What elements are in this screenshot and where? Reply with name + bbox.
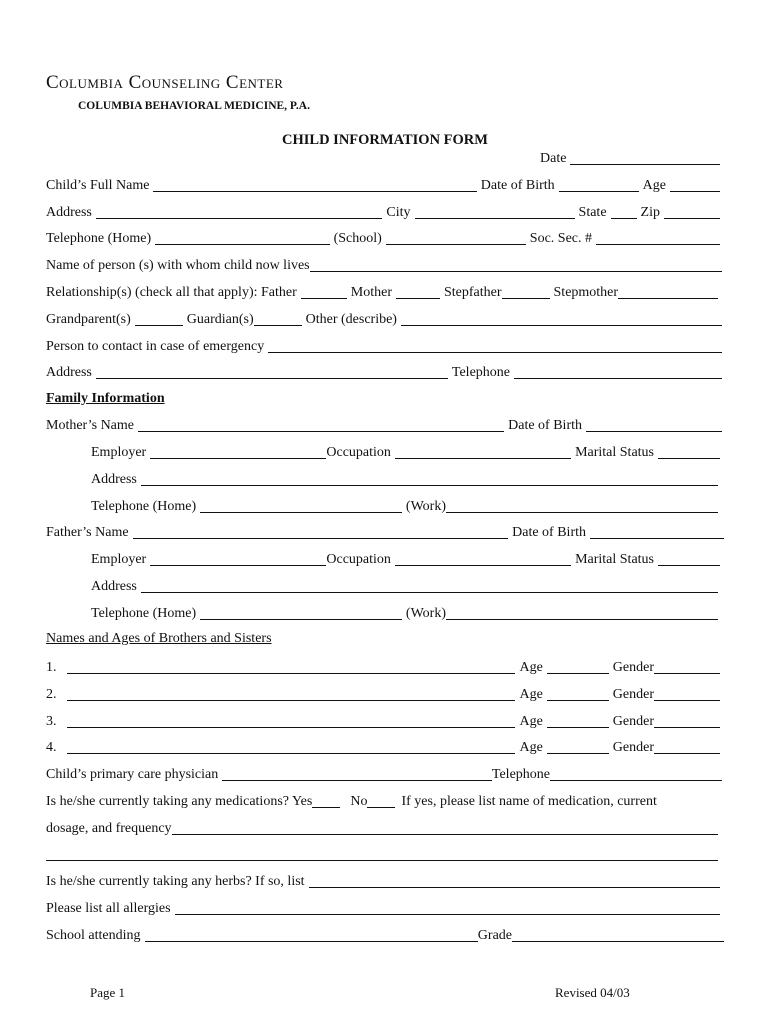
guardians-check-field[interactable]	[254, 311, 302, 326]
sibling-age-field[interactable]	[547, 713, 609, 728]
telephone-home-label: Telephone (Home)	[46, 231, 152, 246]
sibling-number: 2.	[46, 687, 57, 702]
medications-yes-field[interactable]	[312, 793, 340, 808]
sibling-gender-label: Gender	[612, 714, 654, 729]
physician-label: Child’s primary care physician	[46, 767, 219, 782]
sibling-row	[46, 684, 720, 704]
sibling-name-field[interactable]	[67, 659, 516, 674]
soc-sec-label: Soc. Sec. #	[529, 231, 592, 246]
sibling-gender-label: Gender	[612, 660, 654, 675]
allergies-row	[46, 898, 720, 918]
sibling-age-label: Age	[519, 714, 543, 729]
father-marital-status-label: Marital Status	[575, 552, 654, 567]
sibling-age-label: Age	[519, 740, 543, 755]
medications-no-label: No	[350, 794, 368, 809]
childs-full-name-label: Child’s Full Name	[46, 178, 150, 193]
grade-field[interactable]	[512, 927, 724, 942]
medications-list-label: If yes, please list name of medication, current	[401, 794, 657, 809]
mother-address-label: Address	[91, 472, 137, 487]
grade-label: Grade	[477, 928, 512, 943]
school-label: (School)	[333, 231, 382, 246]
state-label: State	[578, 205, 607, 220]
father-work-label: (Work)	[405, 606, 446, 621]
soc-sec-field[interactable]	[596, 230, 720, 245]
mother-address-row	[91, 469, 718, 489]
sibling-age-field[interactable]	[547, 739, 609, 754]
stepfather-label: Stepfather	[443, 285, 502, 300]
sibling-age-field[interactable]	[547, 686, 609, 701]
other-describe-label: Other (describe)	[305, 312, 397, 327]
school-phone-field[interactable]	[386, 230, 526, 245]
sibling-name-field[interactable]	[67, 686, 516, 701]
school-attending-field[interactable]	[145, 927, 478, 942]
date-label: Date	[540, 151, 567, 166]
sibling-number: 1.	[46, 660, 57, 675]
father-employer-field[interactable]	[150, 551, 326, 566]
date-field[interactable]	[570, 150, 720, 165]
mother-work-label: (Work)	[405, 499, 446, 514]
father-telephone-home-label: Telephone (Home)	[91, 606, 197, 621]
page-number: Page 1	[90, 985, 126, 1000]
city-field[interactable]	[415, 204, 575, 219]
stepmother-label: Stepmother	[553, 285, 619, 300]
dosage-row	[46, 818, 718, 838]
allergies-label: Please list all allergies	[46, 901, 171, 916]
father-work-field[interactable]	[446, 605, 718, 620]
fathers-name-row	[46, 522, 724, 542]
emergency-address-field[interactable]	[96, 364, 448, 379]
father-address-field[interactable]	[141, 578, 718, 593]
relationship-father-label: Relationship(s) (check all that apply): Father	[46, 285, 297, 300]
dosage-continued-field[interactable]	[46, 846, 718, 861]
grandparents-check-field[interactable]	[135, 311, 183, 326]
sibling-number: 3.	[46, 714, 57, 729]
emergency-telephone-field[interactable]	[514, 364, 722, 379]
zip-field[interactable]	[664, 204, 720, 219]
father-dob-label: Date of Birth	[512, 525, 586, 540]
other-describe-field[interactable]	[401, 311, 722, 326]
herbs-field[interactable]	[309, 873, 720, 888]
father-check-field[interactable]	[301, 284, 347, 299]
child-name-row	[46, 175, 720, 195]
mother-work-field[interactable]	[446, 498, 718, 513]
sibling-gender-label: Gender	[612, 740, 654, 755]
sibling-gender-field[interactable]	[654, 659, 720, 674]
zip-label: Zip	[640, 205, 660, 220]
date-of-birth-label: Date of Birth	[480, 178, 555, 193]
mother-marital-status-label: Marital Status	[575, 445, 654, 460]
sibling-number: 4.	[46, 740, 57, 755]
telephone-home-field[interactable]	[155, 230, 329, 245]
mother-label: Mother	[350, 285, 392, 300]
grandparents-row	[46, 309, 722, 329]
age-label: Age	[642, 178, 666, 193]
mother-employer-row	[91, 442, 720, 462]
sibling-gender-field[interactable]	[654, 739, 720, 754]
sibling-age-label: Age	[519, 660, 543, 675]
mothers-name-row	[46, 415, 722, 435]
date-row	[540, 148, 720, 168]
sibling-name-field[interactable]	[67, 739, 516, 754]
physician-telephone-field[interactable]	[550, 766, 722, 781]
dosage-label: dosage, and frequency	[46, 821, 172, 836]
lives-with-field[interactable]	[310, 257, 722, 272]
sibling-row	[46, 737, 720, 757]
address-row	[46, 202, 720, 222]
sibling-age-label: Age	[519, 687, 543, 702]
school-attending-label: School attending	[46, 928, 141, 943]
sibling-age-field[interactable]	[547, 659, 609, 674]
mother-dob-field[interactable]	[586, 417, 722, 432]
herbs-row	[46, 871, 720, 891]
physician-row	[46, 764, 722, 784]
sibling-gender-field[interactable]	[654, 713, 720, 728]
medications-no-field[interactable]	[367, 793, 395, 808]
relationship-row	[46, 282, 718, 302]
lives-with-row	[46, 255, 722, 275]
mother-dob-label: Date of Birth	[508, 418, 582, 433]
allergies-field[interactable]	[175, 900, 720, 915]
mother-telephone-home-label: Telephone (Home)	[91, 499, 197, 514]
mother-check-field[interactable]	[396, 284, 440, 299]
medications-yes-label: Is he/she currently taking any medications? Yes	[46, 794, 313, 809]
org-subtitle: COLUMBIA BEHAVIORAL MEDICINE, P.A.	[78, 100, 310, 112]
mothers-name-label: Mother’s Name	[46, 418, 134, 433]
siblings-heading: Names and Ages of Brothers and Sisters	[46, 631, 272, 646]
emergency-contact-row	[46, 336, 722, 356]
sibling-row	[46, 657, 720, 677]
date-of-birth-field[interactable]	[559, 177, 639, 192]
sibling-name-field[interactable]	[67, 713, 516, 728]
mother-telephone-home-field[interactable]	[200, 498, 402, 513]
mother-marital-status-field[interactable]	[658, 444, 720, 459]
emergency-address-label: Address	[46, 365, 92, 380]
physician-field[interactable]	[222, 766, 492, 781]
state-field[interactable]	[611, 204, 637, 219]
father-telephone-home-field[interactable]	[200, 605, 402, 620]
address-label: Address	[46, 205, 92, 220]
stepfather-check-field[interactable]	[502, 284, 550, 299]
school-row	[46, 925, 724, 945]
emergency-telephone-label: Telephone	[451, 365, 510, 380]
address-field[interactable]	[96, 204, 383, 219]
form-title-text: CHILD INFORMATION FORM	[282, 132, 488, 148]
dosage-continued-row	[46, 844, 718, 864]
org-name: Columbia Counseling Center	[46, 72, 284, 93]
stepmother-check-field[interactable]	[618, 284, 718, 299]
emergency-address-row	[46, 362, 722, 382]
father-employer-label: Employer	[91, 552, 147, 567]
dosage-field[interactable]	[172, 820, 718, 835]
mother-occupation-field[interactable]	[395, 444, 571, 459]
sibling-gender-field[interactable]	[654, 686, 720, 701]
father-marital-status-field[interactable]	[658, 551, 720, 566]
revision-date: Revised 04/03	[555, 985, 630, 1000]
age-field[interactable]	[670, 177, 720, 192]
father-address-row	[91, 576, 718, 596]
family-information-heading: Family Information	[46, 391, 165, 406]
childs-full-name-field[interactable]	[153, 177, 476, 192]
lives-with-label: Name of person (s) with whom child now lives	[46, 258, 310, 273]
mother-address-field[interactable]	[141, 471, 718, 486]
physician-telephone-label: Telephone	[491, 767, 550, 782]
father-employer-row	[91, 549, 720, 569]
father-address-label: Address	[91, 579, 137, 594]
sibling-row	[46, 711, 720, 731]
emergency-contact-field[interactable]	[268, 338, 722, 353]
telephone-row	[46, 228, 720, 248]
city-label: City	[386, 205, 411, 220]
mother-telephone-row	[91, 496, 718, 516]
herbs-label: Is he/she currently taking any herbs? If so, list	[46, 874, 305, 889]
fathers-name-label: Father’s Name	[46, 525, 129, 540]
fathers-name-field[interactable]	[133, 524, 509, 539]
emergency-contact-label: Person to contact in case of emergency	[46, 339, 265, 354]
guardians-label: Guardian(s)	[186, 312, 254, 327]
father-dob-field[interactable]	[590, 524, 724, 539]
grandparents-label: Grandparent(s)	[46, 312, 131, 327]
father-occupation-field[interactable]	[395, 551, 571, 566]
mothers-name-field[interactable]	[138, 417, 504, 432]
mother-occupation-label: Occupation	[326, 445, 391, 460]
mother-employer-field[interactable]	[150, 444, 326, 459]
father-occupation-label: Occupation	[326, 552, 391, 567]
mother-employer-label: Employer	[91, 445, 147, 460]
father-telephone-row	[91, 603, 718, 623]
sibling-gender-label: Gender	[612, 687, 654, 702]
form-title	[0, 132, 770, 149]
medications-row	[46, 791, 722, 811]
